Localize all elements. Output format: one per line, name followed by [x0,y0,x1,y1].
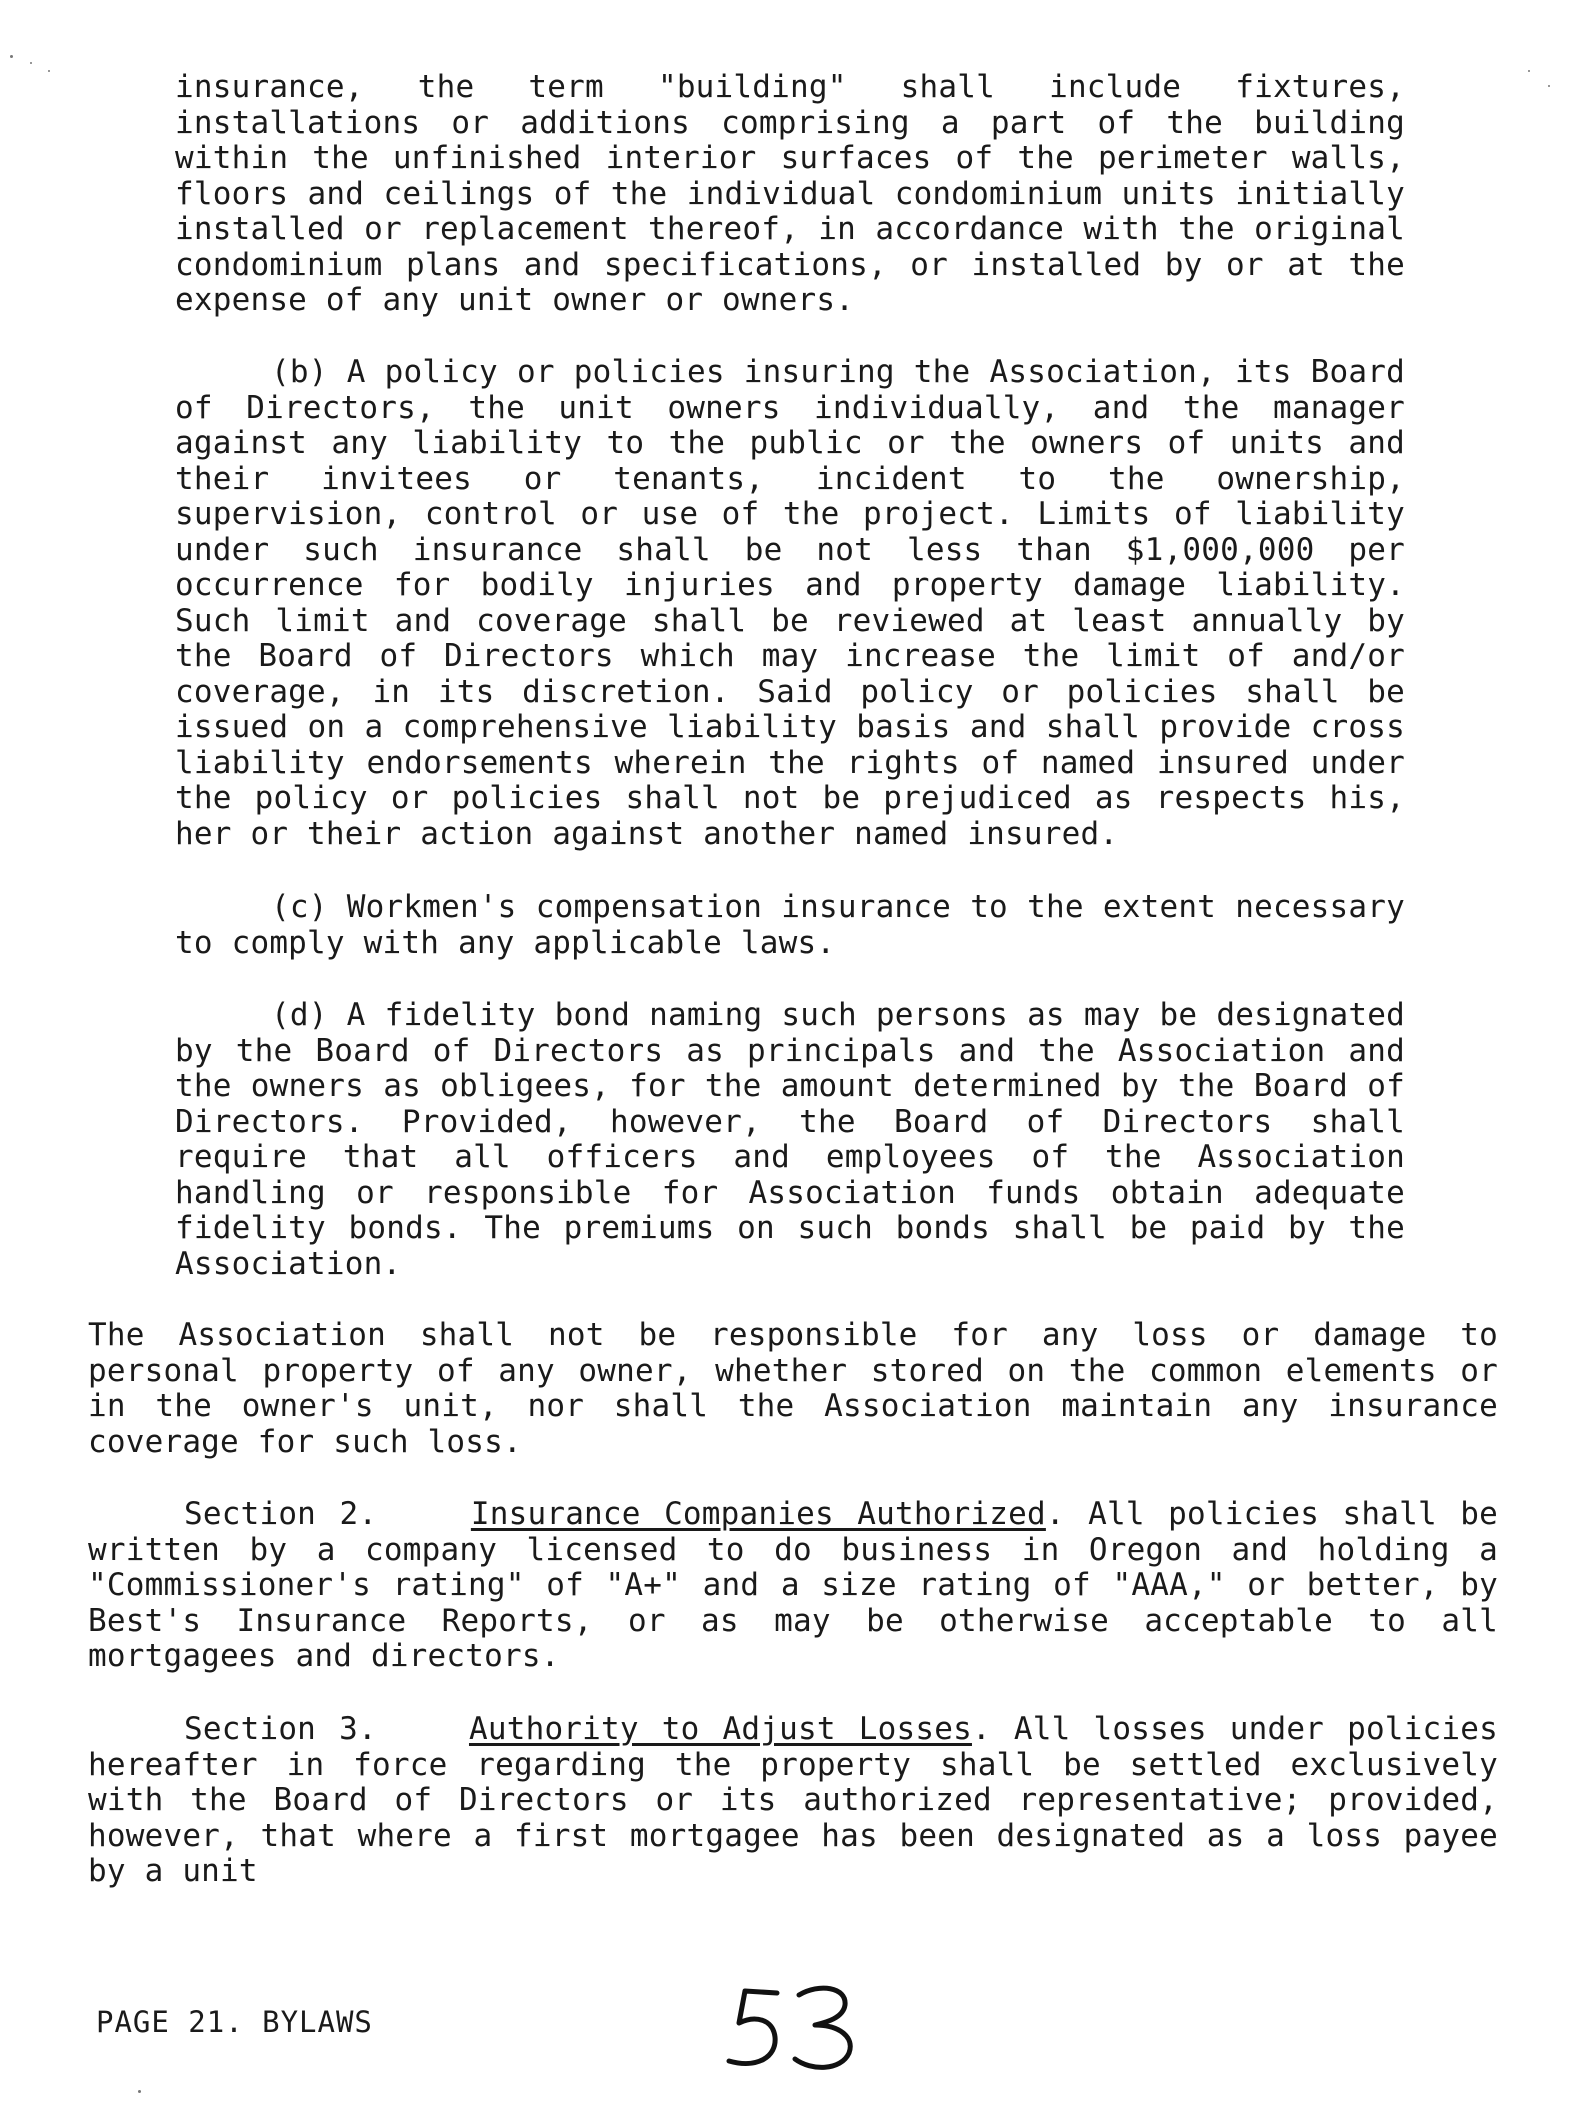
section-3-text: . All losses under policies hereafter in force regarding the property shall be settled exclusively with the Board of Directors or its authorized representative; provided, however, that where a first mortgagee has been designated as a loss payee by a unit [88,1711,1498,1889]
section-3-label: Section 3. [184,1711,377,1747]
section-2 [88,1497,1498,1675]
paragraph-b: (b) A policy or policies insuring the Association, its Board of Directors, the unit owners individually, and the manager against any liability to the public or the owners of units and their invitees or tenants, incident to the ownership, supervision, control or use of the project. Limits of liability under such insurance shall be not less than $1,000,000 per occurrence for bodily injuries and property damage liability. Such limit and coverage shall be reviewed at least annually by the Board of Directors which may increase the limit of and/or coverage, in its discretion. Said policy or policies shall be issued on a comprehensive liability basis and shall provide cross liability endorsements wherein the rights of named insured under the policy or policies shall not be prejudiced as respects his, her or their action against another named insured. [175,354,1405,852]
scan-speck [30,62,32,64]
scan-speck [10,55,13,58]
paragraph-a-continued: insurance, the term "building" shall include fixtures, installations or additions comprising a part of the building within the unfinished interior surfaces of the perimeter walls, floors and ceilings of the individual condominium units initially installed or replacement thereof, in accordance with the original condominium plans and specifications, or installed by or at the expense of any unit owner or owners. [175,69,1405,318]
section-3 [88,1712,1498,1890]
scan-speck [1528,70,1530,72]
handwritten-page-number [715,1975,875,2085]
section-2-text: . All policies shall be written by a company licensed to do business in Oregon and holding a "Commissioner's rating" of "A+" and a size rating of "AAA," or better, by Best's Insurance Reports, or as may be otherwise acceptable to all mortgagees and directors. [88,1496,1498,1674]
paragraph-d: (d) A fidelity bond naming such persons as may be designated by the Board of Directors as principals and the Association and the owners as obligees, for the amount determined by the Board of Directors. Provided, however, the Board of Directors shall require that all officers and employees of the Association handling or responsible for Association funds obtain adequate fidelity bonds. The premiums on such bonds shall be paid by the Association. [175,997,1405,1282]
scan-speck [1548,85,1550,87]
scan-speck [48,70,50,72]
section-3-heading: Authority to Adjust Losses [468,1711,972,1747]
handwritten-53-icon [715,1975,875,2085]
footer-page-label: PAGE 21. BYLAWS [96,2005,373,2039]
paragraph-c: (c) Workmen's compensation insurance to the extent necessary to comply with any applicable laws. [175,889,1405,961]
section-2-label: Section 2. [184,1496,378,1532]
scan-speck [138,2090,141,2093]
paragraph-personal-property: The Association shall not be responsible for any loss or damage to personal property of any owner, whether stored on the common elements or in the owner's unit, nor shall the Association maintain any insurance coverage for such loss. [88,1317,1498,1460]
section-2-heading: Insurance Companies Authorized [470,1496,1046,1532]
